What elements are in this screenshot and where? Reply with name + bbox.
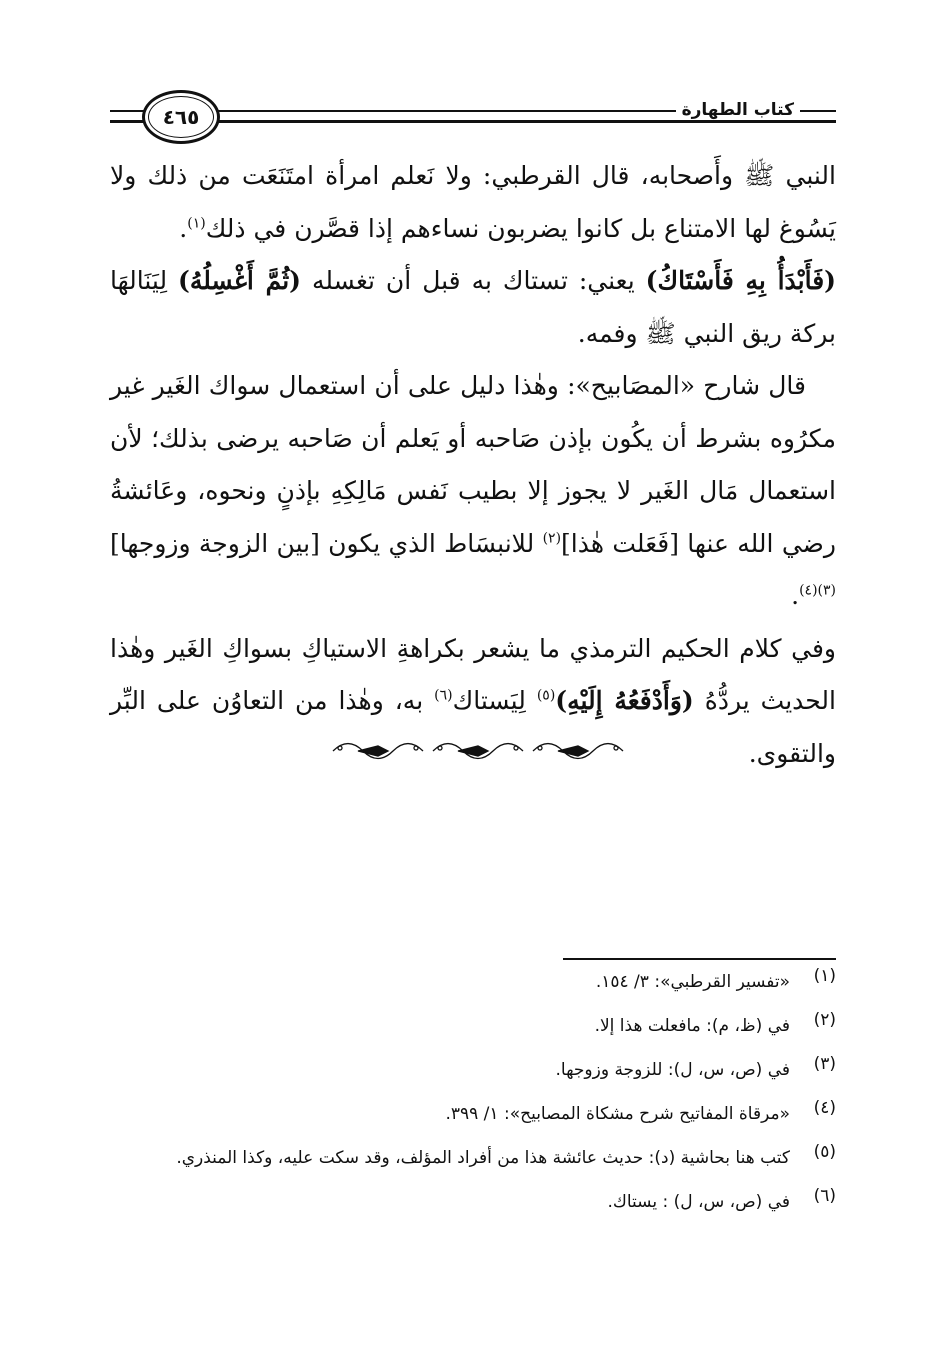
hadith-quote: (وَأَدْفَعُهُ إِلَيْهِ) [555,686,694,715]
footnote-number: (٣) [813,1054,836,1074]
footnote-number: (٤) [813,1098,836,1118]
footnote-ref[interactable]: (٤) [799,582,818,599]
footnote-text: في (ص، س، ل): للزوجة وزوجها. [555,1060,790,1080]
footnotes [106,966,836,1219]
book-title: كتاب الطهارة [676,100,800,120]
commentary-text: لِيَستاك [452,686,537,715]
footnote-number: (١) [813,966,836,986]
paragraph-2 [110,255,836,360]
hadith-quote: (ثُمَّ أَغْسِلُهُ) [178,266,302,295]
footnote-text: «تفسير القرطبي»: ٣/ ١٥٤. [595,972,790,992]
footnote-number: (٥) [813,1142,836,1162]
footnote-item [106,1186,836,1219]
body-line: النبي ﷺ وأَصحابه، قال القرطبي: ولا نَعلم امرأة امتَنَعَت من ذلك ولا [110,161,837,190]
footnote-item [106,1142,836,1175]
footnote-item [106,1010,836,1043]
paragraph-1: النبي ﷺ وأَصحابه، قال القرطبي: ولا نَعلم امرأة امتَنَعَت من ذلك ولا يَسُوغ لها الامتناع بل كانوا يضربون نساءهم إذا قصَّرن في ذلك$^{(١)}$. [110,161,837,243]
footnote-text: «مرقاة المفاتيح شرح مشكاة المصابيح»: ١/ ٣٩٩. [445,1104,790,1124]
paragraph-3: قال شارح «المصَابيح»: وهٰذا دليل على أن استعمال سواك الغَير غير مكرُوه بشرط أن يكُون بإذن صَاحبه أو يَعلم أن صَاحبه يرضى بذلك؛ لأن استعمال مَال الغَير لا يجوز إلا بطيب نَفس مَالِكِهِ بإذنٍ ونحوه، وعَائشةُ رضي الله عنها [فَعَلت هٰذا]$^{(٢)}$ للانبسَاط الذي يكون [بين الزوجة وزوجها]$^{(٣)(٤)}$. [110,371,836,610]
footnote-ref[interactable]: (٥) [536,687,556,704]
footnote-text: في (ظ، م): مافعلت هذا إلا. [594,1016,790,1036]
page-number: ٤٦٥ [162,105,200,129]
commentary-text: قال شارح «المصَابيح»: وهٰذا دليل على أن استعمال سواك الغَير غير مكرُوه بشرط أن يكُون بإذن صَاحبه أو يَعلم أن صَاحبه يرضى بذلك؛ لأن استعمال مَال الغَير لا يجوز إلا بطيب نَفس مَالِكِهِ بإذنٍ ونحوه، وعَائشةُ رضي الله عنها [فَعَلت هٰذا] [110,371,836,558]
page-number-badge [142,90,220,144]
commentary-text: لِيَنَالهَا بركة ريق النبي ﷺ وفمه. [110,266,836,348]
commentary-text: به، وهٰذا من التعاوُن على البِّر والتقوى. [110,686,836,768]
footnote-number: (٦) [813,1186,836,1206]
footnote-item [106,1054,836,1087]
running-header [110,90,836,140]
footnote-ref[interactable]: (٣) [817,582,836,599]
footnote-text: في (ص، س، ل) : يستاك. [607,1192,790,1212]
footnote-ref[interactable]: (٦) [434,687,453,704]
footnote-item [106,1098,836,1131]
footnote-ref[interactable]: (٢) [542,530,562,547]
footnote-item [106,966,836,999]
main-text [110,150,836,780]
footnote-ref[interactable]: (١) [187,215,206,232]
ornament-divider-icon [328,738,628,764]
commentary-text: للانبسَاط الذي يكون [بين الزوجة وزوجها] [110,528,543,558]
commentary-text: وفي كلام الحكيم الترمذي ما يشعر بكراهةِ الاستياكِ بسواكِ الغَير وهٰذا الحديث يردُّهُ [110,633,836,715]
footnote-text: كتب هنا بحاشية (د): حديث عائشة هذا من أفراد المؤلف، وقد سكت عليه، وكذا المنذري. [176,1148,790,1168]
commentary-text: يعني: تستاك به قبل أن تغسله [301,266,646,295]
footnote-separator [563,958,836,960]
body-line: يَسُوغ لها الامتناع بل كانوا يضربون نساءهم إذا قصَّرن في ذلك [205,213,836,243]
footnote-number: (٢) [813,1010,836,1030]
hadith-quote: (فَأَبْدَأُ بِهِ فَأَسْتَاكُ) [645,266,836,295]
